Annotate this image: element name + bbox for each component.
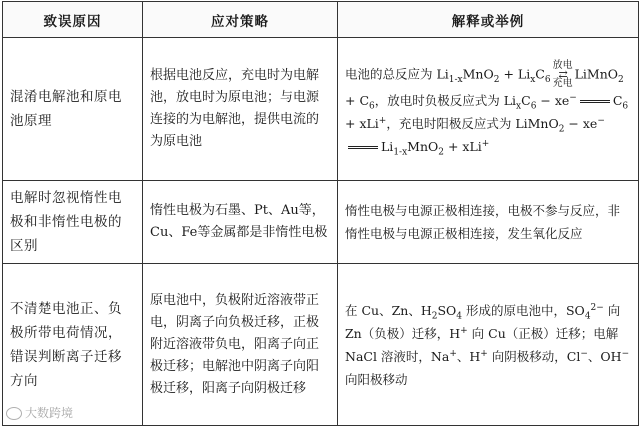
row1-reason: 混淆电解池和原电池原理 bbox=[3, 38, 143, 181]
error-analysis-table bbox=[2, 1, 639, 426]
header-strategy: 应对策略 bbox=[143, 2, 338, 38]
row2-strategy: 惰性电极为石墨、Pt、Au等，Cu、Fe等金属都是非惰性电极 bbox=[143, 181, 338, 264]
reversible-arrow: 放电 ⇄ 充电 bbox=[552, 59, 573, 89]
watermark-text: 大数跨境 bbox=[25, 406, 74, 420]
row1-explanation: 电池的总反应为 $Li_{1-x}MnO_2 + Li_xC_6$放电 ⇄ 充电LiMnO$_2$ + $C_6$，放电时负极反应式为 $Li_xC_6 - xe^-$ $C_6 + xLi^+$，充电时阳极反应式为 LiMnO$_2$ − $xe^-Li_{1-x}MnO_2 + xLi^+$ bbox=[338, 38, 639, 181]
watermark bbox=[6, 404, 73, 421]
table-row bbox=[3, 181, 639, 264]
header-reason: 致误原因 bbox=[3, 2, 143, 38]
row1-strategy: 根据电池反应，充电时为电解池，放电时为原电池；与电源连接的为电解池，提供电流的为原电池 bbox=[143, 38, 338, 181]
row2-reason: 电解时忽视惰性电极和非惰性电极的区别 bbox=[3, 181, 143, 264]
row3-reason: 不清楚电池正、负极所带电荷情况，错误判断离子迁移方向 bbox=[3, 264, 143, 426]
row2-explanation: 惰性电极与电源正极相连接，电极不参与反应，非惰性电极与电源正极相连接，发生氧化反应 bbox=[338, 181, 639, 264]
equals-sign bbox=[580, 100, 610, 103]
table-row bbox=[3, 264, 639, 426]
row3-explanation: 在 Cu、Zn、$H_2SO_4$ 形成的原电池中，$SO_4^{2-}$ 向 Zn（负极）迁移，H+ 向 Cu（正极）迁移；电解 NaCl 溶液时，Na+、H+ 向阴极移动，Cl−、OH− 向阳极移动 bbox=[338, 264, 639, 426]
table-row bbox=[3, 38, 639, 181]
header-row bbox=[3, 2, 639, 38]
header-explanation: 解释或举例 bbox=[338, 2, 639, 38]
weibo-logo-icon bbox=[6, 407, 22, 420]
equals-sign bbox=[348, 146, 378, 149]
row3-strategy: 原电池中，负极附近溶液带正电，阴离子向负极迁移，正极附近溶液带负电，阳离子向正极迁移；电解池中阴离子向阳极迁移，阳离子向阴极迁移 bbox=[143, 264, 338, 426]
